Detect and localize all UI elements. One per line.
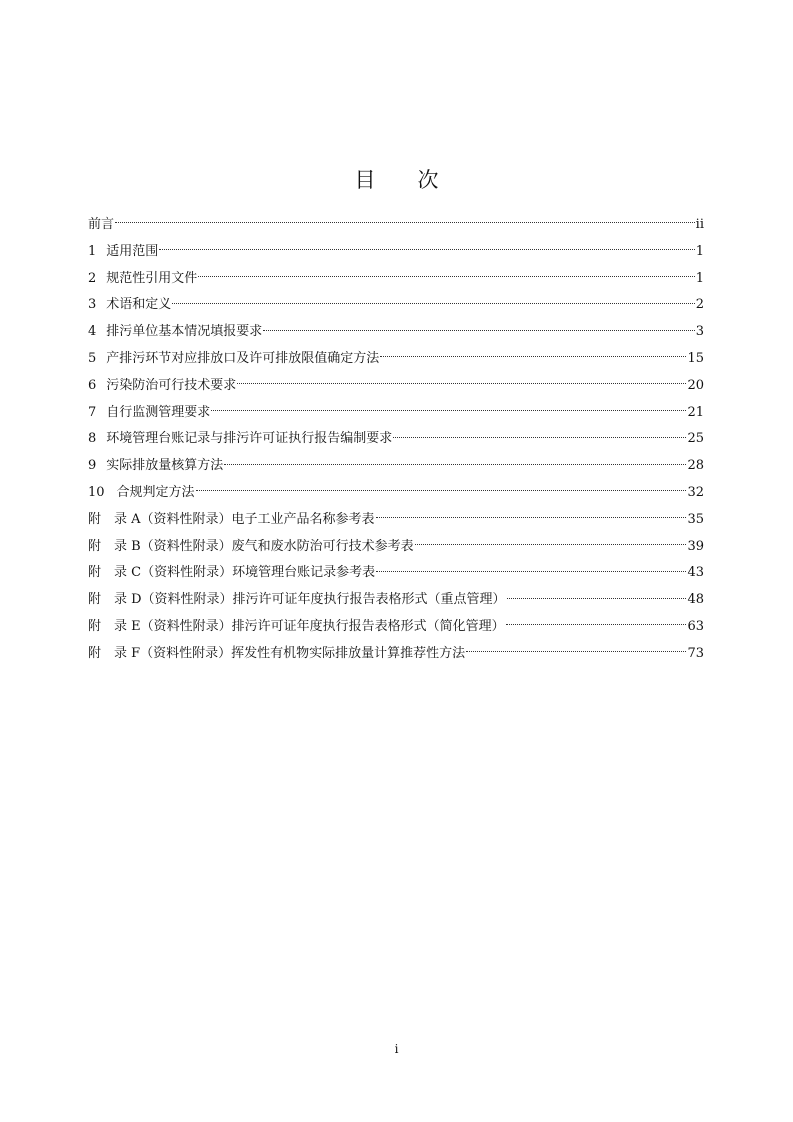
toc-entry-7[interactable]	[88, 400, 704, 427]
table-of-contents	[88, 212, 704, 668]
toc-entry-text: 合规判定方法	[116, 484, 195, 500]
toc-entry-page: 1	[695, 243, 704, 259]
toc-leader-dots	[506, 623, 687, 625]
toc-leader-dots	[172, 302, 694, 304]
toc-entry-page: 39	[687, 538, 704, 554]
toc-leader-dots	[415, 543, 687, 545]
toc-entry-9[interactable]	[88, 453, 704, 480]
toc-entry-text: 附 录 C（资料性附录）环境管理台账记录参考表	[88, 565, 376, 581]
toc-entry-text: 环境管理台账记录与排污许可证执行报告编制要求	[106, 431, 393, 447]
toc-leader-dots	[198, 275, 694, 277]
toc-entry-appendix-e[interactable]	[88, 614, 704, 641]
toc-entry-5[interactable]	[88, 346, 704, 373]
toc-entry-text: 产排污环节对应排放口及许可排放限值确定方法	[106, 350, 380, 366]
toc-entry-appendix-b[interactable]	[88, 534, 704, 561]
toc-entry-number: 10	[88, 484, 105, 500]
toc-entry-page: 3	[695, 324, 704, 340]
toc-entry-text: 附 录 E（资料性附录）排污许可证年度执行报告表格形式（简化管理）	[88, 618, 505, 634]
toc-entry-appendix-a[interactable]	[88, 507, 704, 534]
toc-entry-text: 附 录 D（资料性附录）排污许可证年度执行报告表格形式（重点管理）	[88, 592, 506, 608]
toc-entry-text: 术语和定义	[106, 297, 172, 313]
toc-entry-1[interactable]	[88, 239, 704, 266]
toc-entry-page: 35	[687, 511, 704, 527]
toc-entry-page: 48	[687, 592, 704, 608]
toc-leader-dots	[376, 570, 686, 572]
toc-entry-text: 附 录 F（资料性附录）挥发性有机物实际排放量计算推荐性方法	[88, 645, 466, 661]
page-number: i	[394, 1042, 399, 1056]
toc-entry-number: 8	[88, 431, 97, 447]
toc-entry-10[interactable]	[88, 480, 704, 507]
toc-entry-2[interactable]	[88, 266, 704, 293]
toc-leader-dots	[196, 489, 687, 491]
toc-entry-8[interactable]	[88, 426, 704, 453]
toc-leader-dots	[507, 597, 687, 599]
toc-entry-text: 排污单位基本情况填报要求	[106, 324, 263, 340]
toc-entry-text: 附 录 B（资料性附录）废气和废水防治可行技术参考表	[88, 538, 414, 554]
toc-leader-dots	[466, 650, 686, 652]
toc-entry-text: 污染防治可行技术要求	[106, 377, 237, 393]
toc-entry-number: 2	[88, 270, 97, 286]
toc-entry-page: 15	[687, 350, 704, 366]
toc-entry-appendix-d[interactable]	[88, 587, 704, 614]
toc-leader-dots	[263, 329, 694, 331]
toc-entry-page: 25	[687, 431, 704, 447]
toc-entry-4[interactable]	[88, 319, 704, 346]
toc-entry-number: 4	[88, 324, 97, 340]
toc-entry-number: 5	[88, 350, 97, 366]
toc-entry-text: 前言	[88, 217, 115, 232]
toc-leader-dots	[159, 248, 694, 250]
toc-entry-page: 63	[687, 618, 704, 634]
toc-entry-text: 适用范围	[106, 243, 159, 259]
toc-entry-6[interactable]	[88, 373, 704, 400]
toc-entry-page: ii	[695, 217, 704, 232]
toc-entry-number: 9	[88, 458, 97, 474]
toc-entry-text: 附 录 A（资料性附录）电子工业产品名称参考表	[88, 511, 375, 527]
toc-leader-dots	[224, 463, 686, 465]
toc-entry-text: 实际排放量核算方法	[106, 458, 224, 474]
toc-leader-dots	[237, 382, 686, 384]
toc-entry-number: 3	[88, 297, 97, 313]
toc-entry-number: 1	[88, 243, 97, 259]
toc-entry-preface[interactable]	[88, 212, 704, 239]
toc-entry-page: 28	[687, 458, 704, 474]
toc-entry-page: 2	[695, 297, 704, 313]
toc-entry-page: 20	[687, 377, 704, 393]
toc-entry-3[interactable]	[88, 292, 704, 319]
toc-leader-dots	[211, 409, 686, 411]
toc-entry-page: 73	[687, 645, 704, 661]
toc-leader-dots	[376, 516, 687, 518]
toc-entry-appendix-f[interactable]	[88, 641, 704, 668]
toc-entry-page: 43	[687, 565, 704, 581]
toc-entry-appendix-c[interactable]	[88, 560, 704, 587]
toc-entry-page: 1	[695, 270, 704, 286]
toc-entry-text: 规范性引用文件	[106, 270, 198, 286]
toc-leader-dots	[115, 221, 695, 223]
toc-entry-page: 21	[687, 404, 704, 420]
toc-entry-number: 6	[88, 377, 97, 393]
toc-title: 目 次	[354, 168, 439, 192]
toc-entry-text: 自行监测管理要求	[106, 404, 211, 420]
toc-leader-dots	[393, 436, 686, 438]
toc-entry-number: 7	[88, 404, 97, 420]
toc-entry-page: 32	[687, 484, 704, 500]
toc-leader-dots	[380, 355, 686, 357]
